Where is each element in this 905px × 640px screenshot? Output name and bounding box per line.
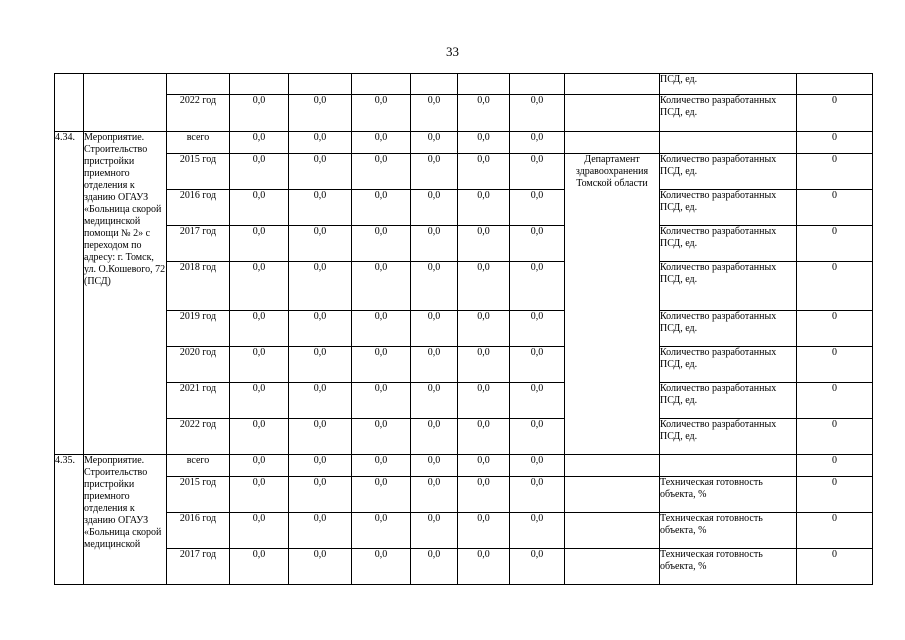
value-cell: 0,0 [352,549,411,585]
year-cell: 2017 год [167,549,230,585]
indicator-cell: Количество разработанных ПСД, ед. [660,347,797,383]
value-cell: 0,0 [352,419,411,455]
year-cell: всего [167,455,230,477]
item-description: Мероприятие. Строительство пристройки приемного отделения к зданию ОГАУЗ «Больница скорой медицинской помощи № 2» с переходом по адресу: г. Томск, ул. О.Кошевого, 72 (ПСД) [84,132,167,455]
year-cell: 2020 год [167,347,230,383]
responsible-cell [565,513,660,549]
value-cell [289,74,352,95]
value-cell: 0,0 [352,383,411,419]
year-cell: всего [167,132,230,154]
year-cell [167,74,230,95]
value-cell: 0,0 [510,226,565,262]
value-cell: 0,0 [230,226,289,262]
year-cell: 2022 год [167,95,230,132]
value-cell: 0,0 [289,262,352,311]
target-cell: 0 [797,262,873,311]
indicator-cell: Количество разработанных ПСД, ед. [660,383,797,419]
table-body [55,74,873,585]
value-cell: 0,0 [289,154,352,190]
table-row [55,383,873,419]
year-cell: 2016 год [167,513,230,549]
table-row [55,95,873,132]
value-cell: 0,0 [411,190,458,226]
target-cell: 0 [797,419,873,455]
value-cell: 0,0 [352,455,411,477]
value-cell: 0,0 [352,154,411,190]
value-cell: 0,0 [289,549,352,585]
indicator-cell: Техническая готовность объекта, % [660,513,797,549]
value-cell: 0,0 [352,190,411,226]
indicator-cell: Техническая готовность объекта, % [660,477,797,513]
target-cell: 0 [797,132,873,154]
value-cell: 0,0 [352,226,411,262]
description-cell [84,74,167,132]
value-cell: 0,0 [458,190,510,226]
value-cell: 0,0 [411,455,458,477]
table-row [55,419,873,455]
table-row [55,226,873,262]
value-cell: 0,0 [411,311,458,347]
target-cell: 0 [797,311,873,347]
value-cell: 0,0 [230,419,289,455]
value-cell: 0,0 [458,549,510,585]
value-cell: 0,0 [352,513,411,549]
value-cell: 0,0 [510,190,565,226]
indicator-cell: Количество разработанных ПСД, ед. [660,190,797,226]
year-cell: 2022 год [167,419,230,455]
index-cell [55,74,84,132]
item-index: 4.35. [55,455,84,585]
value-cell: 0,0 [411,226,458,262]
item-index: 4.34. [55,132,84,455]
value-cell: 0,0 [230,132,289,154]
indicator-cell: Количество разработанных ПСД, ед. [660,311,797,347]
program-table [54,73,873,585]
year-cell: 2015 год [167,154,230,190]
year-cell: 2021 год [167,383,230,419]
value-cell: 0,0 [458,262,510,311]
table-row [55,190,873,226]
indicator-cell: Количество разработанных ПСД, ед. [660,154,797,190]
value-cell: 0,0 [289,347,352,383]
value-cell: 0,0 [289,190,352,226]
value-cell: 0,0 [230,513,289,549]
indicator-cell: Количество разработанных ПСД, ед. [660,262,797,311]
value-cell: 0,0 [352,477,411,513]
value-cell: 0,0 [458,226,510,262]
year-cell: 2019 год [167,311,230,347]
value-cell: 0,0 [411,347,458,383]
target-cell: 0 [797,190,873,226]
value-cell: 0,0 [230,95,289,132]
value-cell: 0,0 [411,513,458,549]
page-number: 33 [446,44,459,59]
indicator-cell: Количество разработанных ПСД, ед. [660,419,797,455]
value-cell: 0,0 [458,513,510,549]
value-cell: 0,0 [510,311,565,347]
value-cell: 0,0 [510,549,565,585]
target-cell: 0 [797,455,873,477]
value-cell: 0,0 [458,95,510,132]
value-cell: 0,0 [510,95,565,132]
value-cell: 0,0 [458,419,510,455]
value-cell: 0,0 [510,132,565,154]
year-cell: 2015 год [167,477,230,513]
value-cell: 0,0 [230,347,289,383]
value-cell: 0,0 [352,95,411,132]
responsible-cell [565,132,660,154]
indicator-cell: Техническая готовность объекта, % [660,549,797,585]
value-cell: 0,0 [289,455,352,477]
value-cell: 0,0 [289,311,352,347]
value-cell: 0,0 [289,513,352,549]
target-cell: 0 [797,95,873,132]
table-row [55,455,873,477]
target-cell [797,74,873,95]
value-cell [458,74,510,95]
indicator-cell [660,455,797,477]
indicator-cell: Количество разработанных ПСД, ед. [660,226,797,262]
value-cell: 0,0 [230,549,289,585]
table-row [55,262,873,311]
value-cell: 0,0 [458,154,510,190]
value-cell: 0,0 [289,226,352,262]
value-cell: 0,0 [510,419,565,455]
responsible-cell [565,95,660,132]
responsible-cell [565,74,660,95]
value-cell: 0,0 [230,190,289,226]
target-cell: 0 [797,154,873,190]
indicator-cell [660,132,797,154]
target-cell: 0 [797,226,873,262]
value-cell: 0,0 [230,311,289,347]
target-cell: 0 [797,513,873,549]
value-cell: 0,0 [289,383,352,419]
value-cell: 0,0 [458,383,510,419]
value-cell: 0,0 [510,347,565,383]
value-cell: 0,0 [230,383,289,419]
value-cell: 0,0 [289,132,352,154]
value-cell: 0,0 [510,262,565,311]
value-cell: 0,0 [411,262,458,311]
value-cell: 0,0 [352,132,411,154]
value-cell: 0,0 [289,419,352,455]
value-cell: 0,0 [510,455,565,477]
year-cell: 2016 год [167,190,230,226]
value-cell: 0,0 [458,455,510,477]
value-cell: 0,0 [411,419,458,455]
target-cell: 0 [797,347,873,383]
value-cell: 0,0 [411,95,458,132]
table-row [55,347,873,383]
target-cell: 0 [797,549,873,585]
value-cell: 0,0 [411,132,458,154]
responsible-cell [565,549,660,585]
value-cell: 0,0 [510,154,565,190]
table-row [55,549,873,585]
responsible-cell [565,455,660,477]
value-cell: 0,0 [510,383,565,419]
value-cell: 0,0 [230,477,289,513]
table-row [55,74,873,95]
value-cell: 0,0 [289,477,352,513]
table-row [55,154,873,190]
value-cell: 0,0 [352,311,411,347]
value-cell [411,74,458,95]
value-cell [230,74,289,95]
value-cell: 0,0 [411,383,458,419]
value-cell: 0,0 [458,347,510,383]
value-cell: 0,0 [411,154,458,190]
value-cell: 0,0 [352,347,411,383]
table-row [55,513,873,549]
value-cell: 0,0 [458,132,510,154]
value-cell [510,74,565,95]
indicator-cell: ПСД, ед. [660,74,797,95]
value-cell: 0,0 [411,477,458,513]
value-cell: 0,0 [510,477,565,513]
responsible-department: Департамент здравоохранения Томской области [565,154,660,455]
value-cell [352,74,411,95]
value-cell: 0,0 [352,262,411,311]
table-row [55,477,873,513]
value-cell: 0,0 [230,455,289,477]
table-row [55,132,873,154]
year-cell: 2018 год [167,262,230,311]
value-cell: 0,0 [458,477,510,513]
responsible-cell [565,477,660,513]
value-cell: 0,0 [411,549,458,585]
target-cell: 0 [797,383,873,419]
value-cell: 0,0 [458,311,510,347]
value-cell: 0,0 [510,513,565,549]
target-cell: 0 [797,477,873,513]
table-row [55,311,873,347]
item-description: Мероприятие. Строительство пристройки приемного отделения к зданию ОГАУЗ «Больница скорой медицинской [84,455,167,585]
value-cell: 0,0 [230,154,289,190]
value-cell: 0,0 [289,95,352,132]
year-cell: 2017 год [167,226,230,262]
indicator-cell: Количество разработанных ПСД, ед. [660,95,797,132]
value-cell: 0,0 [230,262,289,311]
